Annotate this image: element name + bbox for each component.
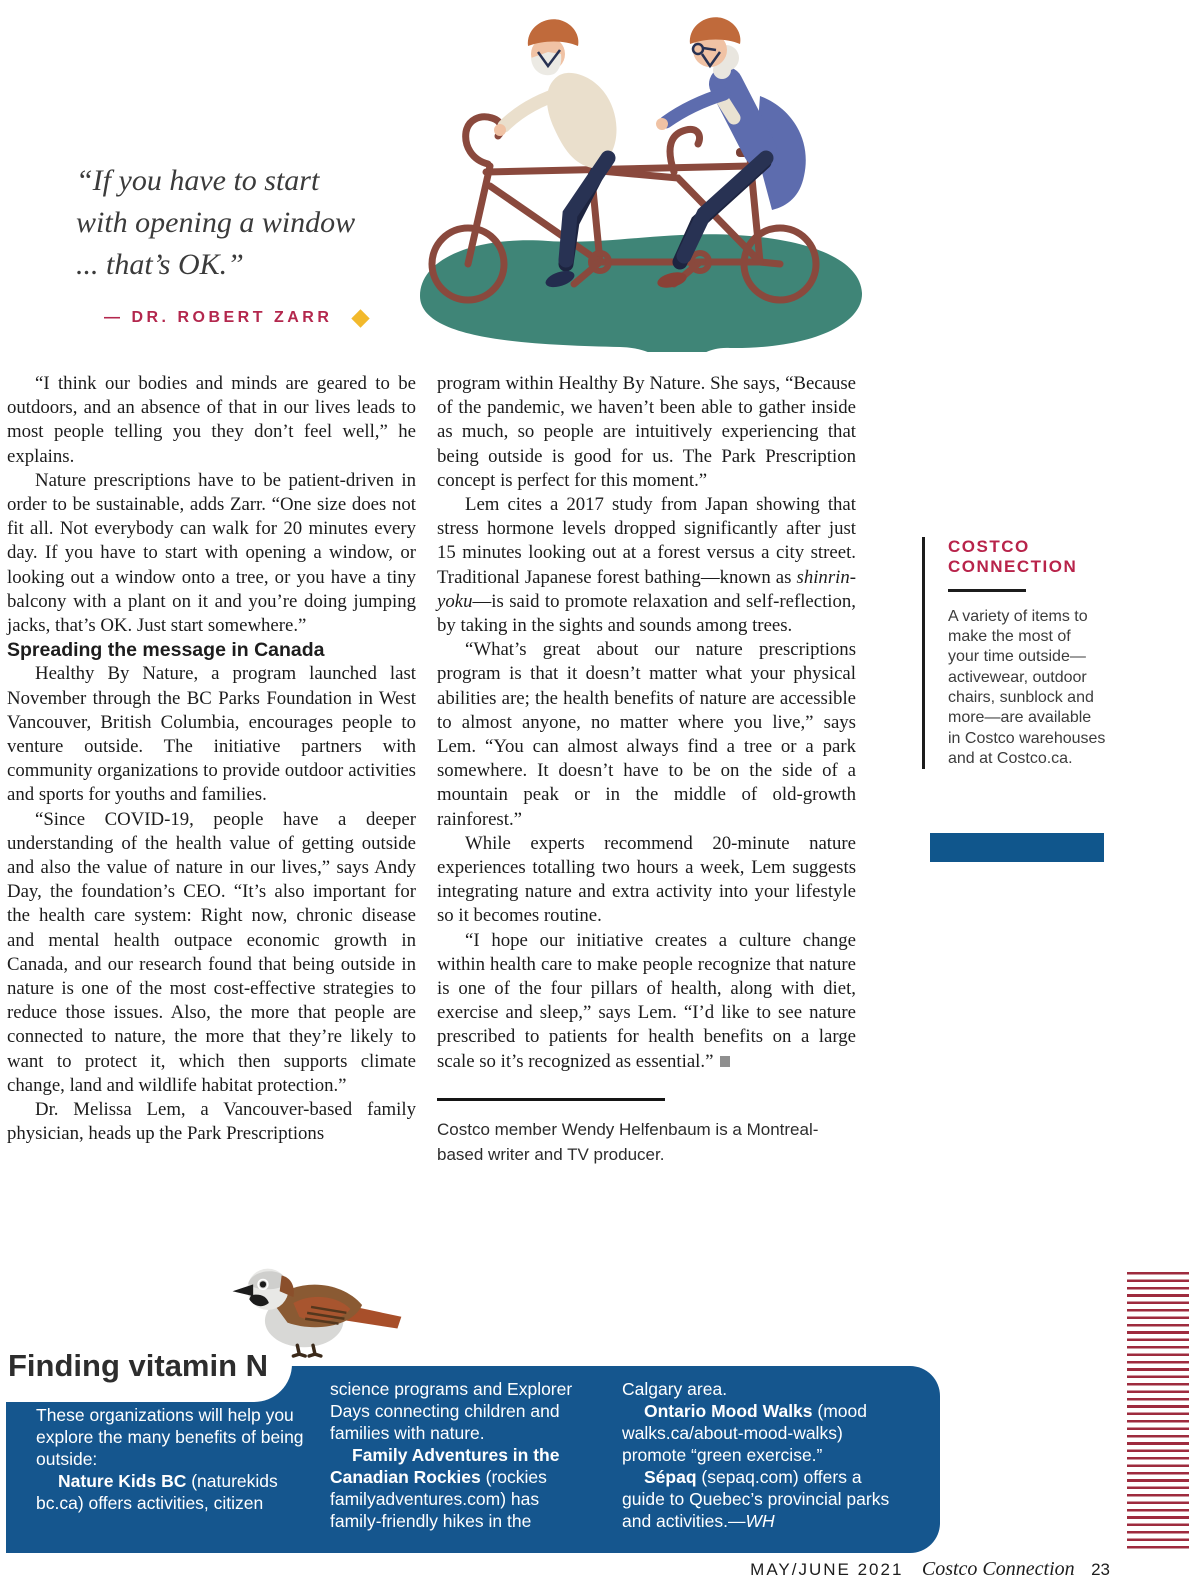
author-byline: Costco member Wendy Helfenbaum is a Montreal-based writer and TV producer. [437, 1119, 819, 1165]
paragraph-text: —is said to promote relaxation and self-reflection, by taking in the sights and sounds among trees. [437, 590, 856, 637]
article-column-2 [437, 372, 856, 1168]
writer-initials: WH [745, 1511, 775, 1531]
org-name: Family Adventures in the Canadian Rockies [330, 1445, 560, 1487]
org-entry [622, 1400, 908, 1466]
org-detail: (naturekids bc.ca) offers activities, citizen [36, 1471, 278, 1513]
paragraph-text: Lem cites a 2017 study from Japan showing that stress hormone levels dropped significantly after just 15 minutes looking out at a forest versus a city street. Traditional Japanese forest bathing—known as [437, 494, 856, 588]
tandem-bicycle-illustration [368, 0, 873, 352]
org-name: Nature Kids BC [58, 1471, 187, 1491]
pull-quote [76, 160, 406, 286]
diamond-icon [352, 309, 370, 327]
finding-continuation: science programs and Explorer Days connecting children and families with nature. [330, 1379, 573, 1443]
finding-column-3 [622, 1378, 908, 1532]
sparrow-illustration [220, 1252, 408, 1358]
sidebar-rule [948, 589, 1026, 592]
pull-quote-line: with opening a window [76, 206, 356, 239]
pull-quote-line: ... that’s OK.” [76, 248, 244, 281]
page-footer [600, 1558, 1110, 1581]
org-entry [622, 1466, 908, 1532]
issue-date: MAY/JUNE 2021 [750, 1560, 904, 1579]
paragraph: “Since COVID-19, people have a deeper understanding of the health value of getting outside and also the value of nature in our lives,” says Andy Day, the foundation’s CEO. “It’s also important for the health care system: Right now, chronic disease and mental health outpace economic growth in Canada, and our research found that being outside in nature is one of the most cost-effective strategies to reduce those issues. Also, the more that people are connected to nature, the more that they’re likely to want to protect it, which then supports climate change, land and wildlife habitat protection.” [7, 808, 416, 1096]
org-name: Ontario Mood Walks [644, 1401, 813, 1421]
page-number: 23 [1091, 1560, 1110, 1579]
paragraph: Healthy By Nature, a program launched last November through the BC Parks Foundation in West Vancouver, British Columbia, encourages people to venture outside. The initiative partners with community organizations to provide outdoor activities and sports for youths and families. [7, 663, 416, 806]
paragraph: Nature prescriptions have to be patient-driven in order to be sustainable, adds Zarr. “One size does not fit all. Not everybody can walk for 20 minutes every day. If you have to start with opening a window, or looking out a window onto a tree, or you have a tiny balcony with a plant on it and you’re doing jumping jacks, that’s OK. Just start somewhere.” [7, 469, 416, 637]
org-detail: (rockies familyadventures.com) has family-friendly hikes in the [330, 1467, 547, 1531]
article-end-mark [720, 1056, 730, 1067]
org-detail: (mood walks.ca/about-mood-walks) promote “green exercise.” [622, 1401, 867, 1465]
paragraph: While experts recommend 20-minute nature experiences totalling two hours a week, Lem suggests integrating nature and extra activity into your lifestyle so it becomes routine. [437, 832, 856, 927]
section-heading: Spreading the message in Canada [7, 639, 325, 662]
finding-column-1 [36, 1404, 304, 1514]
paragraph: Dr. Melissa Lem, a Vancouver-based family physician, heads up the Park Prescriptions [7, 1099, 416, 1145]
paragraph: “I think our bodies and minds are geared to be outdoors, and an absence of that in our lives leads to most people telling you they don’t feel well,” he explains. [7, 373, 416, 467]
paragraph: program within Healthy By Nature. She says, “Because of the pandemic, we haven’t been able to gather inside as much, so people are intuitively experiencing that being outside is good for us. The Park Prescription concept is perfect for this moment.” [437, 373, 856, 491]
byline-divider [437, 1098, 665, 1101]
pull-quote-line: “If you have to start [76, 164, 320, 197]
costco-connection-sidebar [922, 537, 1130, 769]
org-name: Sépaq [644, 1467, 697, 1487]
paragraph [437, 929, 856, 1074]
finding-intro: These organizations will help you explore the many benefits of being outside: [36, 1405, 304, 1469]
red-stripes-decoration [1127, 1272, 1189, 1553]
article-column-1 [7, 372, 416, 1147]
finding-column-2 [330, 1378, 592, 1532]
org-detail: (sepaq.com) offers a guide to Quebec’s provincial parks and activities.— [622, 1467, 890, 1531]
finding-continuation: Calgary area. [622, 1379, 728, 1399]
quote-attribution-text: — DR. ROBERT ZARR [104, 309, 333, 326]
magazine-name: Costco Connection [921, 1558, 1075, 1580]
paragraph: “What’s great about our nature prescriptions program is that it doesn’t matter what your physical abilities are; the health benefits of nature are accessible to almost anyone, no matter where you live,” says Lem. “You can almost always find a tree or a park somewhere. It doesn’t have to be on the side of a mountain peak or in the middle of old-growth rainforest.” [437, 639, 856, 830]
sidebar-blue-bar [930, 833, 1104, 862]
sidebar-body-text: A variety of items to make the most of your time outside—activewear, outdoor chairs, sunblock and more—are available in Costco warehouses and at Costco.ca. [948, 607, 1106, 767]
finding-vitamin-n-title: Finding vitamin N [8, 1348, 269, 1383]
sidebar-title: COSTCO CONNECTION [948, 537, 1078, 577]
paragraph-text: “I hope our initiative creates a culture change within health care to make people recognize that nature is one of the four pillars of health, along with diet, exercise and sleep,” says Lem. “I’d like to see nature prescribed to patients for health benefits on a large scale so it’s recognized as essential.” [437, 929, 856, 1072]
org-entry [36, 1470, 304, 1514]
org-entry [330, 1444, 592, 1532]
quote-attribution [104, 309, 367, 327]
paragraph [437, 493, 856, 638]
italic-term: shinrin-yoku [437, 566, 856, 612]
